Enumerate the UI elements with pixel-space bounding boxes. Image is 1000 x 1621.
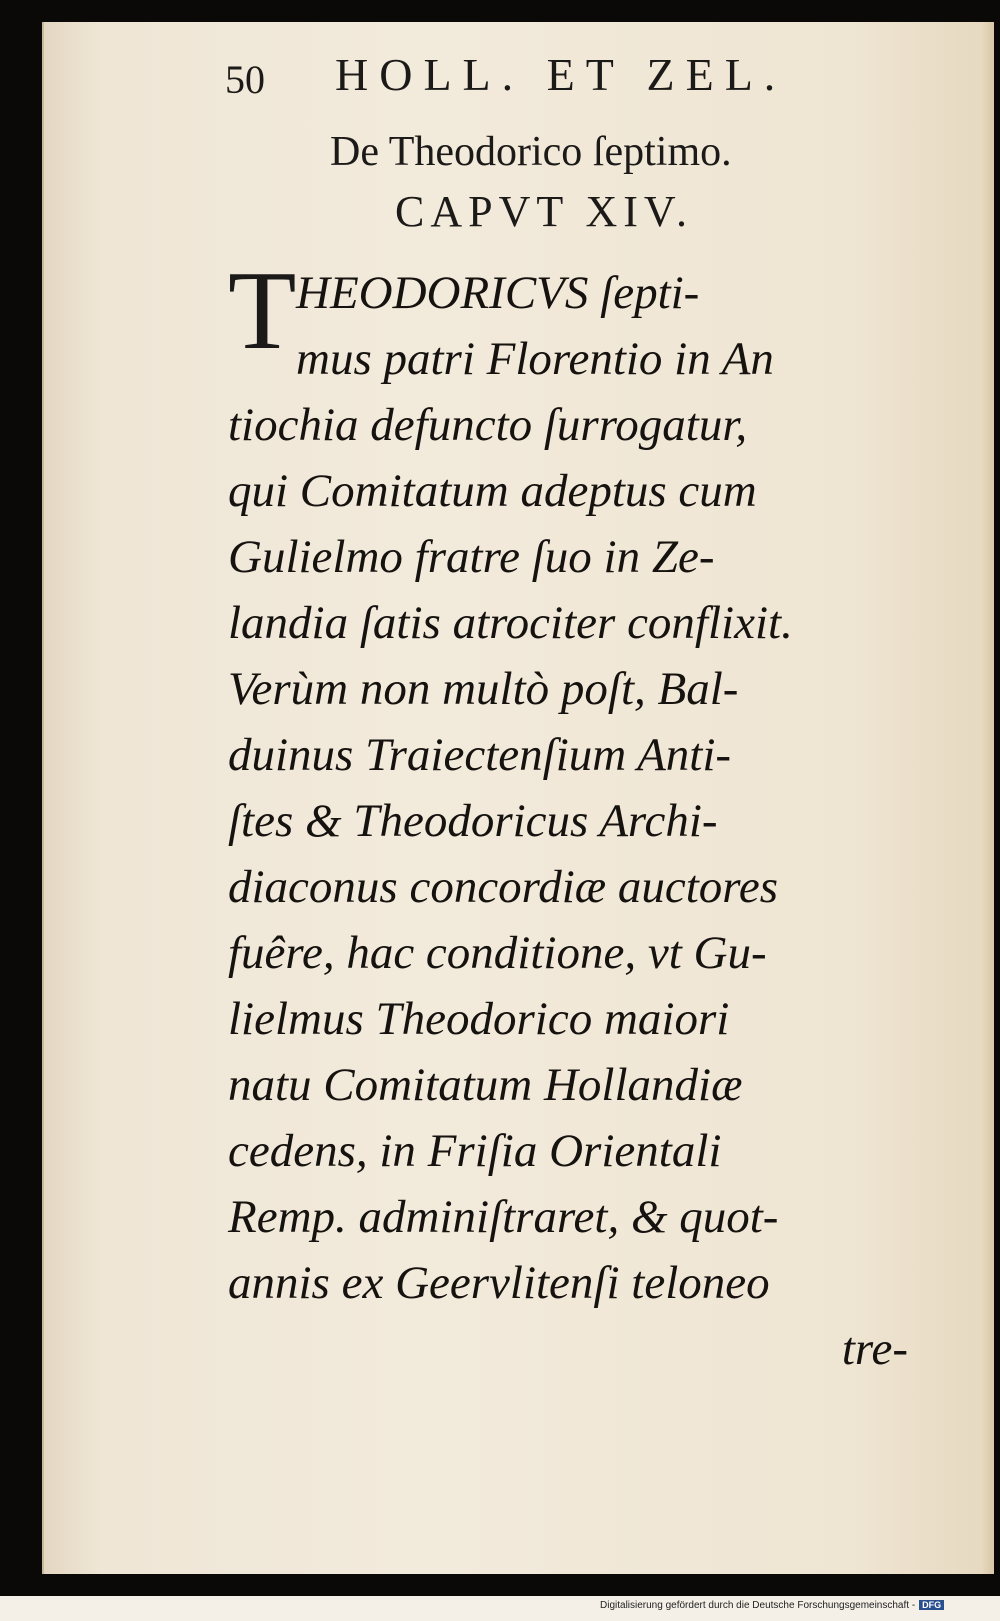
text-line: cedens, in Friſia Orientali <box>228 1125 722 1177</box>
text-line: mus patri Florentio in An <box>296 333 774 385</box>
running-title: HOLL. ET ZEL. <box>335 49 787 100</box>
text-line: diaconus concordiæ auctores <box>228 861 779 913</box>
text-line: Remp. adminiſtraret, & quot- <box>228 1191 779 1243</box>
text-line: ſtes & Theodoricus Archi- <box>228 795 718 847</box>
drop-cap: T <box>228 249 297 373</box>
text-line: HEODORICVS ſepti- <box>296 267 700 319</box>
digitization-credit <box>600 1600 944 1611</box>
text-line: tiochia defuncto ſurrogatur, <box>228 399 748 451</box>
text-line: duinus Traiectenſium Anti- <box>228 729 732 781</box>
credit-text: Digitalisierung gefördert durch die Deutsche Forschungsgemeinschaft - <box>600 1600 916 1611</box>
page-header <box>225 48 825 118</box>
catchword: tre- <box>841 1323 908 1375</box>
chapter-number: CAPVT XIV. <box>395 187 693 236</box>
dfg-logo: DFG <box>919 1600 944 1610</box>
page-edge <box>980 22 994 1574</box>
text-line: lielmus Theodorico maiori <box>228 993 730 1045</box>
text-line: qui Comitatum adeptus cum <box>228 465 757 517</box>
page-number: 50 <box>225 57 265 102</box>
text-line: natu Comitatum Hollandiæ <box>228 1059 743 1111</box>
text-line: Gulielmo fratre ſuo in Ze- <box>228 531 715 583</box>
text-line: annis ex Geervlitenſi teloneo <box>228 1257 770 1309</box>
text-line: landia ſatis atrociter conflixit. <box>228 597 793 649</box>
text-line: Verùm non multò poſt, Bal- <box>228 663 739 715</box>
chapter-title: De Theodorico ſeptimo. <box>330 129 732 175</box>
text-line: fuêre, hac conditione, vt Gu- <box>228 927 767 979</box>
